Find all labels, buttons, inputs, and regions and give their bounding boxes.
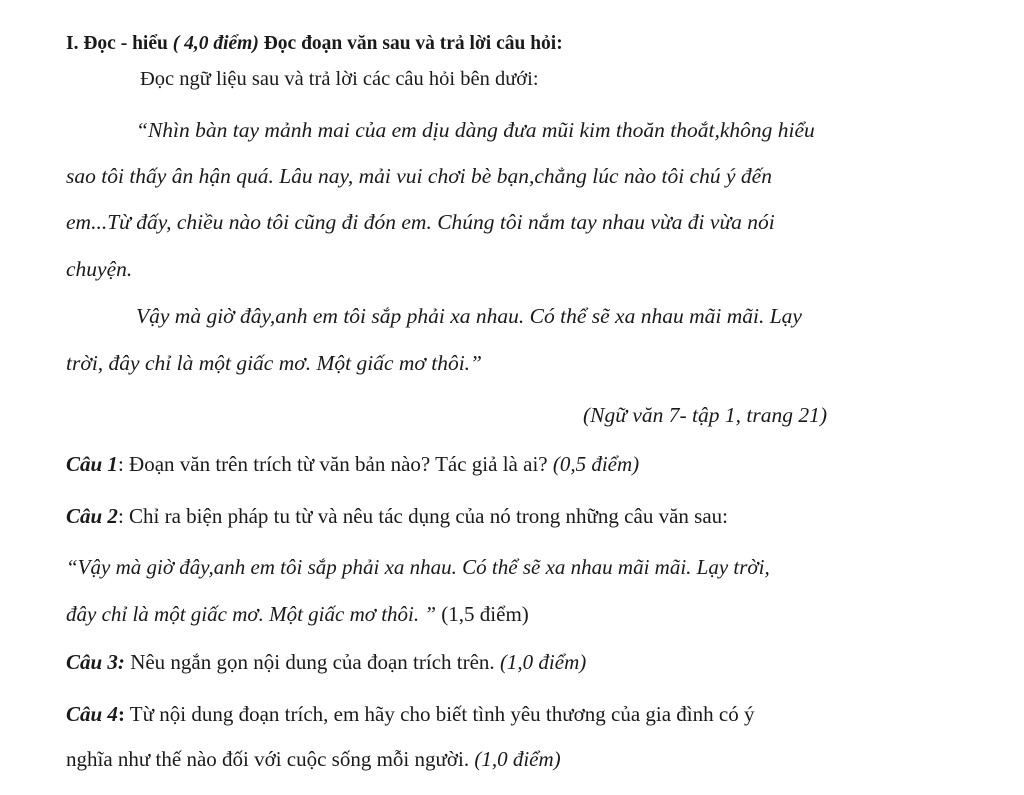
question-label: Câu 2 [66, 504, 118, 528]
question-label: Câu 4 [66, 702, 118, 726]
passage-line: sao tôi thấy ân hận quá. Lâu nay, mải vui chơi bè bạn,chẳng lúc nào tôi chú ý đến [66, 164, 772, 188]
question-separator: : [117, 702, 125, 726]
question-quote-text: đây chỉ là một giấc mơ. Một giấc mơ thôi. ” [66, 602, 442, 626]
question-points: (1,0 điểm) [499, 650, 587, 674]
passage-source: (Ngữ văn 7- tập 1, trang 21) [583, 403, 828, 427]
section-heading [66, 31, 563, 57]
intro-text: Đọc ngữ liệu sau và trả lời các câu hỏi bên dưới: [140, 68, 539, 90]
question-points: (1,5 điểm) [441, 602, 529, 626]
question-text: Từ nội dung đoạn trích, em hãy cho biết tình yêu thương của gia đình có ý [124, 702, 755, 726]
question-text-continued: nghĩa như thế nào đối với cuộc sống mỗi người. [66, 747, 475, 771]
question-4 [66, 701, 754, 727]
question-2 [66, 503, 728, 529]
question-text: Chỉ ra biện pháp tu từ và nêu tác dụng của nó trong những câu văn sau: [123, 504, 728, 528]
question-4-continued [66, 746, 561, 772]
section-points: ( 4,0 điểm) [172, 33, 259, 54]
section-instruction: Đọc đoạn văn sau và trả lời câu hỏi: [263, 33, 563, 54]
passage-line: em...Từ đấy, chiều nào tôi cũng đi đón em. Chúng tôi nắm tay nhau vừa đi vừa nói [66, 210, 775, 234]
passage-line: trời, đây chỉ là một giấc mơ. Một giấc mơ thôi.” [66, 351, 483, 375]
question-separator: : [117, 452, 124, 476]
question-separator: : [117, 504, 124, 528]
question-2-quote-line [66, 601, 529, 627]
passage-line: “Nhìn bàn tay mảnh mai của em dịu dàng đưa mũi kim thoăn thoắt,không hiểu [136, 118, 815, 142]
question-label: Câu 1 [66, 452, 118, 476]
question-2-quote-line: “Vậy mà giờ đây,anh em tôi sắp phải xa nhau. Có thể sẽ xa nhau mãi mãi. Lạy trời, [66, 555, 770, 579]
question-points: (1,0 điểm) [474, 747, 561, 771]
passage-line: Vậy mà giờ đây,anh em tôi sắp phải xa nhau. Có thể sẽ xa nhau mãi mãi. Lạy [136, 304, 802, 328]
question-label: Câu 3: [66, 650, 125, 674]
question-points: (0,5 điểm) [552, 452, 640, 476]
question-text: Nêu ngắn gọn nội dung của đoạn trích trên. [124, 650, 500, 674]
question-text: Đoạn văn trên trích từ văn bản nào? Tác giả là ai? [123, 452, 553, 476]
passage-line: chuyện. [66, 257, 133, 281]
section-title: I. Đọc - hiểu [66, 33, 168, 54]
question-3 [66, 649, 586, 675]
question-1 [66, 451, 639, 477]
